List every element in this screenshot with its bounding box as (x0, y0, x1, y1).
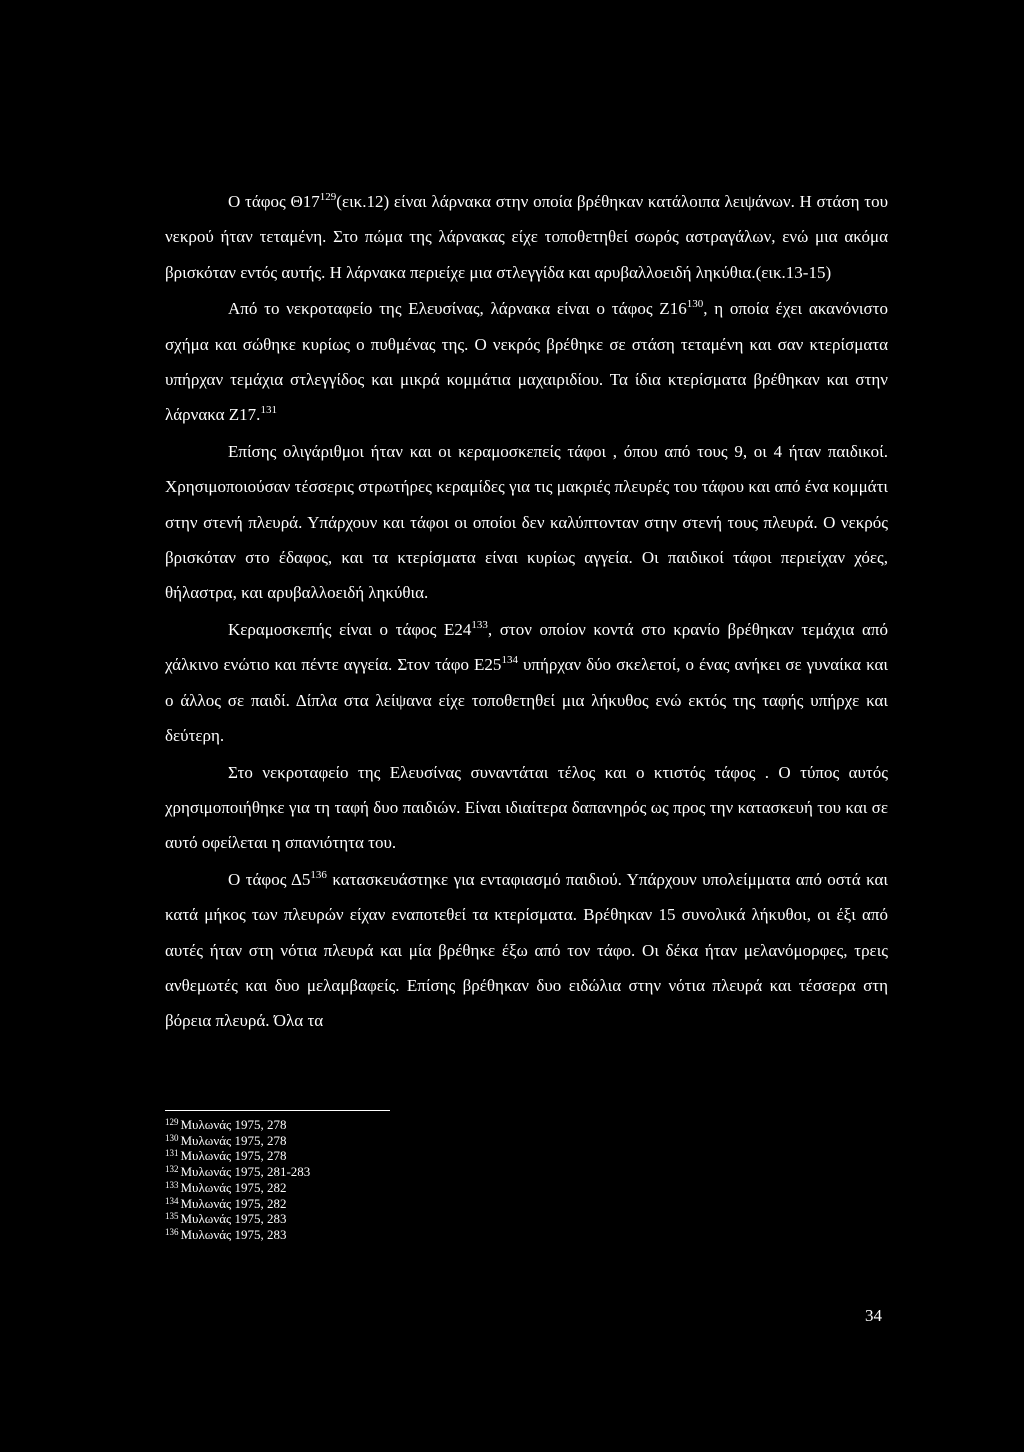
footnote (165, 1227, 310, 1243)
paragraph-text: , η οποία έχει ακανόνιστο σχήμα και σώθηκε κυρίως ο πυθμένας της. Ο νεκρός βρέθηκε σε στάση τεταμένη και σαν κτερίσματα υπήρχαν τεμάχια στλεγγίδος και μικρά κομμάτια μαχαιριδίου. Τα ίδια κτερίσματα βρέθηκαν και στην λάρνακα Ζ17. (165, 299, 889, 425)
footnote-ref: 131 (260, 404, 277, 417)
footnote-number: 129 (165, 1117, 179, 1127)
footnote-text: Μυλωνάς 1975, 283 (180, 1226, 287, 1242)
footnote-number: 133 (165, 1179, 179, 1190)
footnote-number: 135 (165, 1211, 179, 1222)
paragraph-text: Κεραμοσκεπής είναι ο τάφος Ε24 (228, 619, 472, 639)
footnote-number: 134 (165, 1195, 179, 1206)
page-number: 34 (865, 1306, 882, 1325)
paragraph-text: , στον οποίον κοντά στο κρανίο βρέθηκαν τεμάχια από χάλκινο ενώτιο και πέντε αγγεία. Στον τάφο Ε25 (165, 619, 888, 675)
footnote-ref: 133 (471, 618, 488, 631)
footnote (165, 1133, 310, 1149)
paragraph (165, 612, 888, 754)
footnote-number: 136 (165, 1226, 179, 1237)
footnote-number: 132 (165, 1164, 179, 1175)
footnote (165, 1196, 310, 1212)
paragraph (165, 434, 888, 611)
footnote-ref: 129 (319, 191, 337, 203)
footnote-text: Μυλωνάς 1975, 278 (180, 1132, 287, 1148)
footnote (165, 1117, 310, 1133)
footnote (165, 1211, 310, 1227)
footnotes (165, 1117, 310, 1243)
footnote-ref: 134 (501, 654, 518, 667)
paragraph-text: (εικ.12) είναι λάρνακα στην οποία βρέθηκαν κατάλοιπα λειψάνων. Η στάση του νεκρού ήταν τεταμένη. Στο πώμα της λάρνακας είχε τοποθετηθεί σωρός αστραγάλων, ενώ μια ακόμα βρισκόταν εντός αυτής. Η λάρνακα περιείχε μια στλεγγίδα και αρυβαλλοειδή ληκύθια.(εικ.13-15) (165, 192, 888, 282)
footnote-text: Μυλωνάς 1975, 278 (180, 1117, 287, 1132)
footnote (165, 1148, 310, 1164)
paragraph-text: Από το νεκροταφείο της Ελευσίνας, λάρνακα είναι ο τάφος Ζ16 (228, 299, 687, 319)
footnote (165, 1180, 310, 1196)
footnote-text: Μυλωνάς 1975, 281-283 (180, 1164, 311, 1180)
paragraph-text: κατασκευάστηκε για ενταφιασμό παιδιού. Υπάρχουν υπολείμματα από οστά και κατά μήκος των πλευρών είχαν εναποτεθεί τα κτερίσματα. Βρέθηκαν 15 συνολικά λήκυθοι, οι έξι από αυτές ήταν στη νότια πλευρά και μία βρέθηκε έξω από τον τάφο. Οι δέκα ήταν μελανόμορφες, τρεις ανθεμωτές και δυο μελαμβαφείς. Επίσης βρέθηκαν δυο ειδώλια στην νότια πλευρά και τέσσερα στη βόρεια πλευρά. Όλα τα (165, 869, 888, 1031)
footnote-text: Μυλωνάς 1975, 278 (180, 1148, 287, 1164)
paragraph (165, 291, 888, 433)
body-text (165, 184, 888, 1039)
paragraph-text: Επίσης ολιγάριθμοι ήταν και οι κεραμοσκεπείς τάφοι , όπου από τους 9, οι 4 ήταν παιδικοί. Χρησιμοποιούσαν τέσσερις στρωτήρες κεραμίδες για τις μακριές πλευρές του τάφου και από ένα κομμάτι στην στενή πλευρά. Υπάρχουν και τάφοι οι οποίοι δεν καλύπτονταν στην στενή τους πλευρά. Ο νεκρός βρισκόταν στο έδαφος, και τα κτερίσματα είναι κυρίως αγγεία. Οι παιδικοί τάφοι περιείχαν χόες, θήλαστρα, και αρυβαλλοειδή ληκύθια. (165, 441, 888, 603)
footnote-text: Μυλωνάς 1975, 282 (180, 1179, 287, 1195)
paragraph-text: Στο νεκροταφείο της Ελευσίνας συναντάται τέλος και ο κτιστός τάφος . Ο τύπος αυτός χρησιμοποιήθηκε για τη ταφή δυο παιδιών. Είναι ιδιαίτερα δαπανηρός ως προς την κατασκευή του και σε αυτό οφείλεται η σπανιότητα του. (165, 762, 888, 853)
footnote-ref: 136 (310, 868, 327, 881)
footnote-number: 130 (165, 1132, 179, 1143)
footnote-separator (165, 1110, 390, 1111)
footnote-text: Μυλωνάς 1975, 282 (180, 1195, 287, 1211)
footnote-ref: 130 (686, 298, 704, 311)
paragraph-text: υπήρχαν δύο σκελετοί, ο ένας ανήκει σε γυναίκα και ο άλλος σε παιδί. Δίπλα στα λείψανα είχε τοποθετηθεί μια λήκυθος ενώ εκτός της ταφής υπήρχε και δεύτερη. (165, 655, 888, 746)
footnote-number: 131 (165, 1148, 179, 1159)
paragraph-text: Ο τάφος Θ17 (228, 192, 320, 211)
paragraph (165, 755, 888, 861)
footnote-text: Μυλωνάς 1975, 283 (180, 1211, 287, 1227)
paragraph (165, 862, 888, 1039)
paragraph (165, 184, 888, 290)
paragraph-text: Ο τάφος Δ5 (228, 869, 311, 889)
footnote (165, 1164, 310, 1180)
